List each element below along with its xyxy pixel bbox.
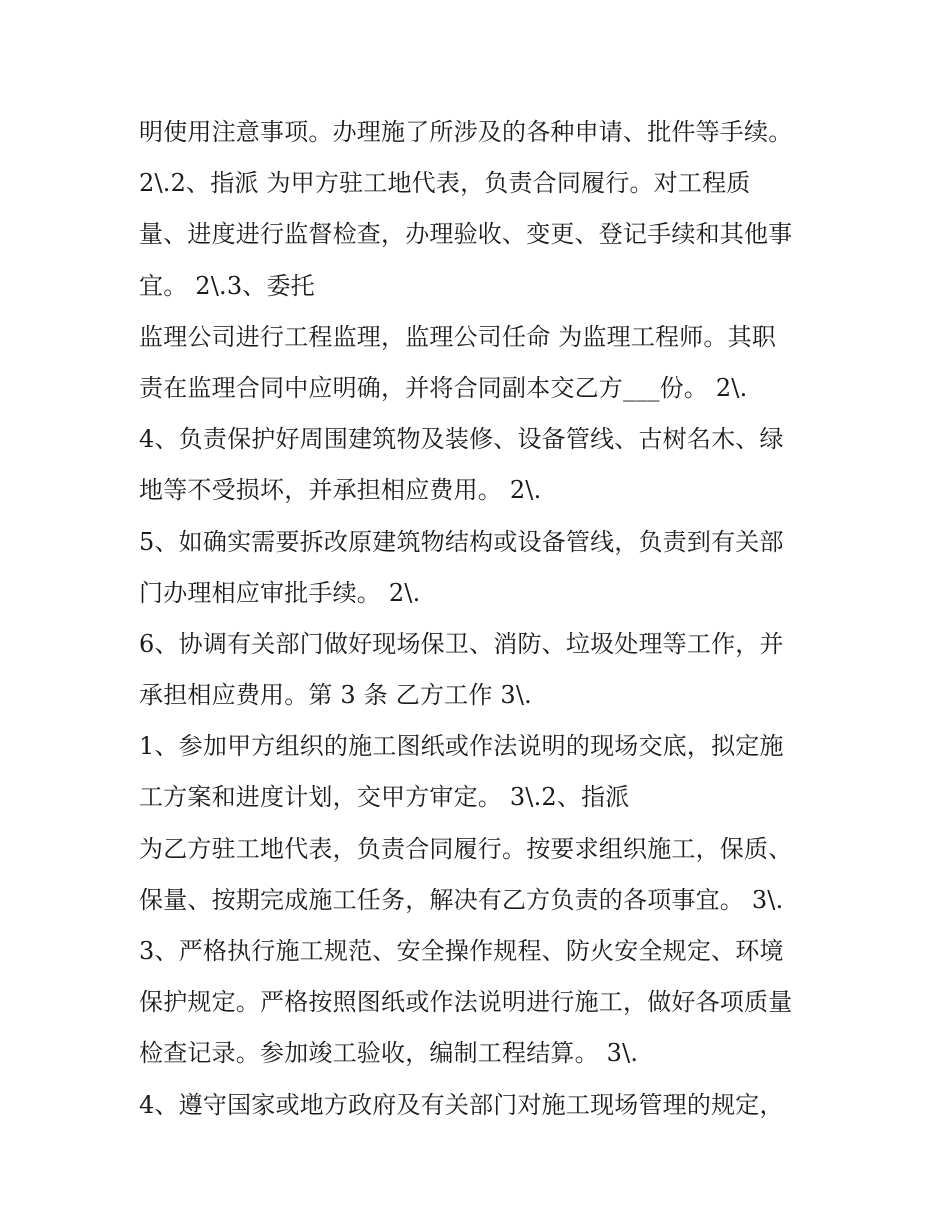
text-line: 5、如确实需要拆改原建筑物结构或设备管线，负责到有关部 — [139, 527, 784, 556]
text-line: 门办理相应审批手续。 2\. — [139, 578, 421, 607]
text-line: 为乙方驻工地代表，负责合同履行。按要求组织施工，保质、 — [139, 834, 793, 863]
text-line: 承担相应费用。第 3 条 乙方工作 3\. — [139, 681, 532, 710]
contract-text-block — [139, 107, 839, 1131]
text-line: 1、参加甲方组织的施工图纸或作法说明的现场交底，拟定施 — [139, 732, 784, 761]
text-line: 检查记录。参加竣工验收，编制工程结算。 3\. — [139, 1039, 639, 1068]
text-line: 量、进度进行监督检查，办理验收、变更、登记手续和其他事 — [139, 220, 793, 249]
text-line: 责在监理合同中应明确，并将合同副本交乙方___份。 2\. — [139, 373, 748, 402]
text-line: 2\.2、指派 为甲方驻工地代表，负责合同履行。对工程质 — [139, 169, 751, 198]
text-line: 地等不受损坏，并承担相应费用。 2\. — [139, 476, 542, 505]
text-line: 监理公司进行工程监理，监理公司任命 为监理工程师。其职 — [139, 322, 777, 351]
text-line: 6、协调有关部门做好现场保卫、消防、垃圾处理等工作，并 — [139, 629, 784, 658]
text-line: 宜。 2\.3、委托 — [139, 271, 315, 300]
text-line: 保量、按期完成施工任务，解决有乙方负责的各项事宜。 3\. — [139, 885, 784, 914]
text-line: 明使用注意事项。办理施了所涉及的各种申请、批件等手续。 — [139, 118, 793, 146]
text-line: 4、负责保护好周围建筑物及装修、设备管线、古树名木、绿 — [139, 425, 784, 454]
text-line: 4、遵守国家或地方政府及有关部门对施工现场管理的规定， — [139, 1090, 784, 1119]
text-line: 3、严格执行施工规范、安全操作规程、防火安全规定、环境 — [139, 937, 784, 965]
text-line: 工方案和进度计划，交甲方审定。 3\.2、指派 — [139, 783, 630, 812]
text-line: 保护规定。严格按照图纸或作法说明进行施工，做好各项质量 — [139, 988, 793, 1017]
